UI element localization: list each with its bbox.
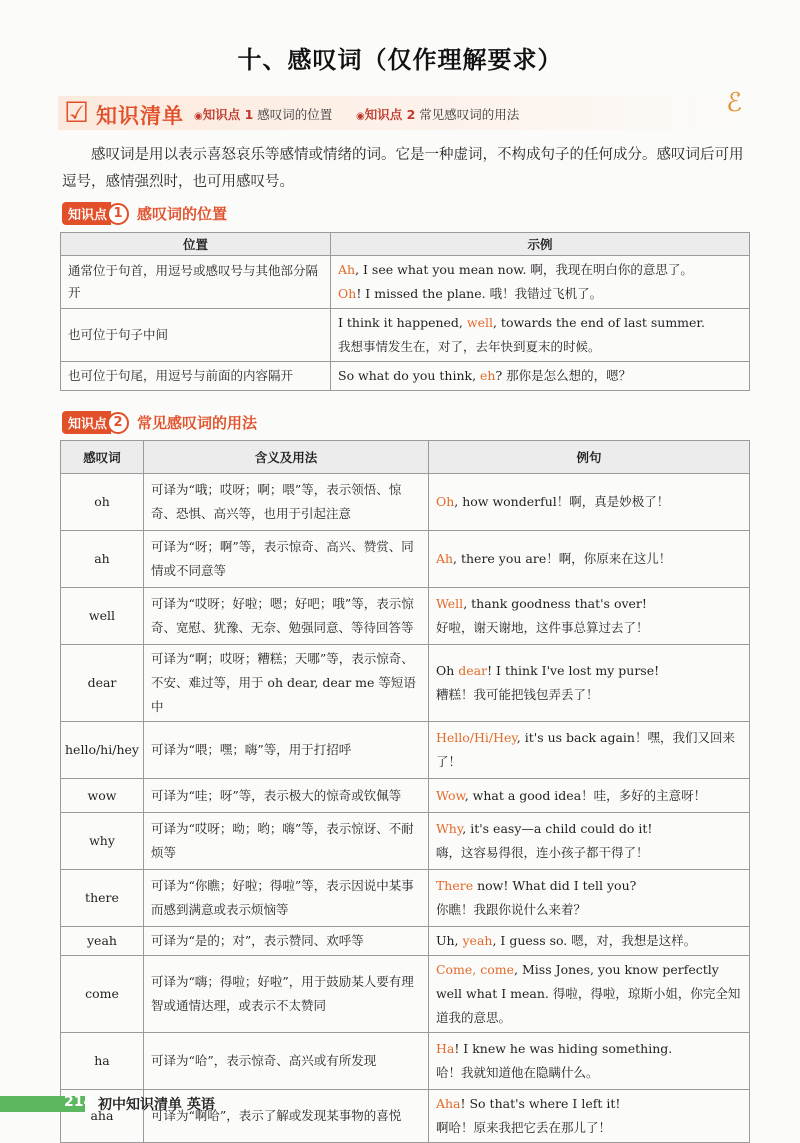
example-line (436, 1061, 742, 1085)
example-text: ? 那你是怎么想的，嗯？ (495, 368, 632, 383)
example-text: , it's us back again！嘿，我们又回来了！ (435, 730, 735, 769)
table-header: 位置 (61, 233, 331, 256)
example-line (338, 311, 742, 335)
example-cell (428, 779, 749, 813)
usage-cell: 可译为“是的；对”，表示赞同、欢呼等 (143, 927, 428, 956)
section-2-heading (62, 411, 257, 433)
table-row (61, 588, 750, 645)
interjection-cell: there (61, 870, 144, 927)
section-pill: 知识点 (62, 202, 111, 225)
banner-title: 知识清单 (96, 104, 184, 128)
interjection-cell: aha (61, 1090, 144, 1143)
table-row (61, 870, 750, 927)
example-cell (428, 531, 749, 588)
example-cell (428, 722, 749, 779)
section-number: 1 (107, 203, 129, 225)
table-row (61, 531, 750, 588)
point-2-text: 常见感叹词的用法 (419, 107, 520, 122)
check-icon: ☑ (64, 96, 90, 129)
interjection-highlight: Ah (338, 262, 356, 277)
example-cell (428, 1033, 749, 1090)
example-text: , it's easy—a child could do it! (462, 821, 653, 836)
example-text: So what do you think, (338, 368, 481, 383)
example-line (436, 726, 742, 774)
section-pill: 知识点 (62, 411, 111, 434)
usage-cell: 可译为“喂；嘿；嗨”等，用于打招呼 (143, 722, 428, 779)
page-footer (0, 1092, 800, 1114)
example-line (436, 1037, 742, 1061)
example-line (436, 659, 742, 683)
table-row (61, 927, 750, 956)
usage-cell: 可译为“你瞧；好啦；得啦”等，表示因说中某事而感到满意或表示烦恼等 (143, 870, 428, 927)
table-header: 含义及用法 (143, 441, 428, 474)
table-row (61, 956, 750, 1033)
example-line (436, 929, 742, 953)
example-text: Oh (435, 663, 459, 678)
table-header: 感叹词 (61, 441, 144, 474)
usage-cell: 可译为“哇；呀”等，表示极大的惊奇或钦佩等 (143, 779, 428, 813)
position-cell: 也可位于句子中间 (61, 309, 331, 362)
interjection-highlight: Hello/Hi/Hey (435, 730, 517, 745)
point-1-label: 知识点 1 (202, 107, 254, 122)
example-line (436, 874, 742, 898)
example-cell (428, 870, 749, 927)
example-line (436, 592, 742, 616)
example-line (436, 817, 742, 841)
example-text: 糟糕！我可能把钱包弄丢了！ (435, 687, 599, 702)
example-cell (428, 927, 749, 956)
example-text: , I guess so. 嗯，对，我想是这样。 (492, 933, 697, 948)
example-text: , thank goodness that's over! (463, 596, 647, 611)
example-line (436, 898, 742, 922)
interjection-cell: yeah (61, 927, 144, 956)
usage-cell: 可译为“呀；啊”等，表示惊奇、高兴、赞赏、同情或不同意等 (143, 531, 428, 588)
interjection-cell: hello/hi/hey (61, 722, 144, 779)
example-line (436, 547, 742, 571)
example-text: ! I knew he was hiding something. (454, 1041, 673, 1056)
interjection-highlight: yeah (462, 933, 493, 948)
table-row (61, 645, 750, 722)
example-cell (331, 309, 750, 362)
interjection-highlight: Why (435, 821, 463, 836)
interjection-cell: ah (61, 531, 144, 588)
usage-cell: 可译为“哎呀；呦；哟；嗨”等，表示惊讶、不耐烦等 (143, 813, 428, 870)
example-text: , what a good idea！哇，多好的主意呀！ (464, 787, 707, 803)
example-text: 好啦，谢天谢地，这件事总算过去了！ (435, 620, 649, 635)
interjection-cell: come (61, 956, 144, 1033)
interjection-highlight: Ah (435, 551, 454, 566)
example-text: 哈！我就知道他在隐瞒什么。 (435, 1065, 599, 1080)
example-line (338, 335, 742, 359)
interjection-cell: dear (61, 645, 144, 722)
example-text: , I see what you mean now. 啊，我现在明白你的意思了。 (355, 262, 693, 277)
table-row (61, 256, 750, 309)
interjection-highlight: Oh (338, 286, 357, 301)
example-cell (428, 956, 749, 1033)
usage-cell: 可译为“啊；哎呀；糟糕；天哪”等，表示惊奇、不安、难过等，用于 oh dear, dear me 等短语中 (143, 645, 428, 722)
table-row (61, 474, 750, 531)
table-row (61, 722, 750, 779)
interjection-cell: oh (61, 474, 144, 531)
interjection-highlight: dear (458, 663, 488, 678)
interjection-highlight: well (466, 315, 493, 330)
example-cell (428, 588, 749, 645)
example-line (436, 784, 742, 808)
table-header: 例句 (428, 441, 749, 474)
section-title: 常见感叹词的用法 (137, 414, 258, 432)
example-text: , Miss Jones, you know perfectly well what I mean. 得啦，得啦，琼斯小姐，你完全知道我的意思。 (435, 962, 741, 1025)
example-line (436, 490, 742, 514)
usage-cell: 可译为“哦；哎呀；啊；喂”等，表示领悟、惊奇、恐惧、高兴等，也用于引起注意 (143, 474, 428, 531)
example-cell (428, 813, 749, 870)
table-row (61, 1033, 750, 1090)
interjection-highlight: Ha (435, 1041, 455, 1056)
table-row (61, 362, 750, 391)
interjection-highlight: There (435, 878, 474, 893)
point-2-label: 知识点 2 (364, 107, 416, 122)
section-title: 感叹词的位置 (137, 205, 228, 223)
interjection-cell: well (61, 588, 144, 645)
example-line (436, 958, 742, 1030)
knowledge-list-banner (58, 88, 748, 130)
interjection-highlight: Aha (435, 1096, 461, 1111)
usage-cell: 可译为“啊哈”，表示了解或发现某事物的喜悦 (143, 1090, 428, 1143)
bullet-icon: ◉ (356, 111, 365, 122)
table-header: 示例 (331, 233, 750, 256)
table-row (61, 813, 750, 870)
table-row (61, 309, 750, 362)
interjection-cell: why (61, 813, 144, 870)
example-cell (331, 256, 750, 309)
interjection-highlight: Well (435, 596, 464, 611)
example-cell (428, 645, 749, 722)
page-title: 十、感叹词（仅作理解要求） (237, 46, 563, 74)
example-text: , there you are！啊，你原来在这儿！ (453, 551, 672, 566)
table-row (61, 779, 750, 813)
example-text: ! So that's where I left it! (460, 1096, 621, 1111)
example-text: , towards the end of last summer. (492, 315, 705, 330)
point-1-text: 感叹词的位置 (257, 107, 333, 122)
banner-point-1 (194, 105, 332, 123)
banner-point-2 (356, 105, 519, 123)
interjection-highlight: Oh (435, 494, 455, 509)
example-text: Uh, (435, 933, 463, 948)
interjection-highlight: Come, come (435, 962, 515, 977)
example-text: 我想事情发生在，对了，去年快到夏末的时候。 (338, 339, 601, 354)
example-text: now! What did I tell you? (473, 878, 637, 893)
interjection-highlight: eh (480, 368, 496, 383)
position-table (60, 232, 750, 391)
bullet-icon: ◉ (194, 111, 203, 122)
example-line (338, 282, 742, 306)
section-1-heading (62, 202, 227, 224)
example-text: ! I missed the plane. 哦！我错过飞机了。 (356, 286, 603, 301)
example-cell (331, 362, 750, 391)
example-line (436, 616, 742, 640)
example-text: I think it happened, (338, 315, 467, 330)
footer-text: 初中知识清单 英语 (98, 1097, 215, 1113)
interjection-highlight: Wow (435, 787, 465, 803)
example-cell (428, 474, 749, 531)
position-cell: 通常位于句首，用逗号或感叹号与其他部分隔开 (61, 256, 331, 309)
example-text: 啊哈！原来我把它丢在那儿了！ (435, 1120, 611, 1135)
interjection-cell: wow (61, 779, 144, 813)
usage-cell: 可译为“哎呀；好啦；嗯；好吧；哦”等，表示惊奇、宽慰、犹豫、无奈、勉强同意、等待回答等 (143, 588, 428, 645)
example-line (436, 1116, 742, 1140)
page-number: 214 (64, 1094, 94, 1110)
section-number: 2 (107, 412, 129, 434)
example-line (338, 364, 742, 388)
example-text: , how wonderful！啊，真是妙极了！ (454, 494, 670, 509)
example-line (436, 683, 742, 707)
example-text: 你瞧！我跟你说什么来着？ (435, 902, 586, 917)
usage-cell: 可译为“嗨；得啦；好啦”，用于鼓励某人要有理智或通情达理，或表示不太赞同 (143, 956, 428, 1033)
example-text: 嗨，这容易得很，连小孩子都干得了！ (435, 845, 649, 860)
decorative-swirl-icon: ℰ (726, 88, 742, 118)
example-line (436, 841, 742, 865)
position-cell: 也可位于句尾，用逗号与前面的内容隔开 (61, 362, 331, 391)
usage-cell: 可译为“哈”，表示惊奇、高兴或有所发现 (143, 1033, 428, 1090)
interjection-cell: ha (61, 1033, 144, 1090)
example-text: ! I think I've lost my purse! (487, 663, 660, 678)
intro-paragraph: 感叹词是用以表示喜怒哀乐等感情或情绪的词。它是一种虚词，不构成句子的任何成分。感叹词后可用逗号，感情强烈时，也可用感叹号。 (62, 147, 744, 190)
example-line (338, 258, 742, 282)
usage-table (60, 440, 750, 1143)
